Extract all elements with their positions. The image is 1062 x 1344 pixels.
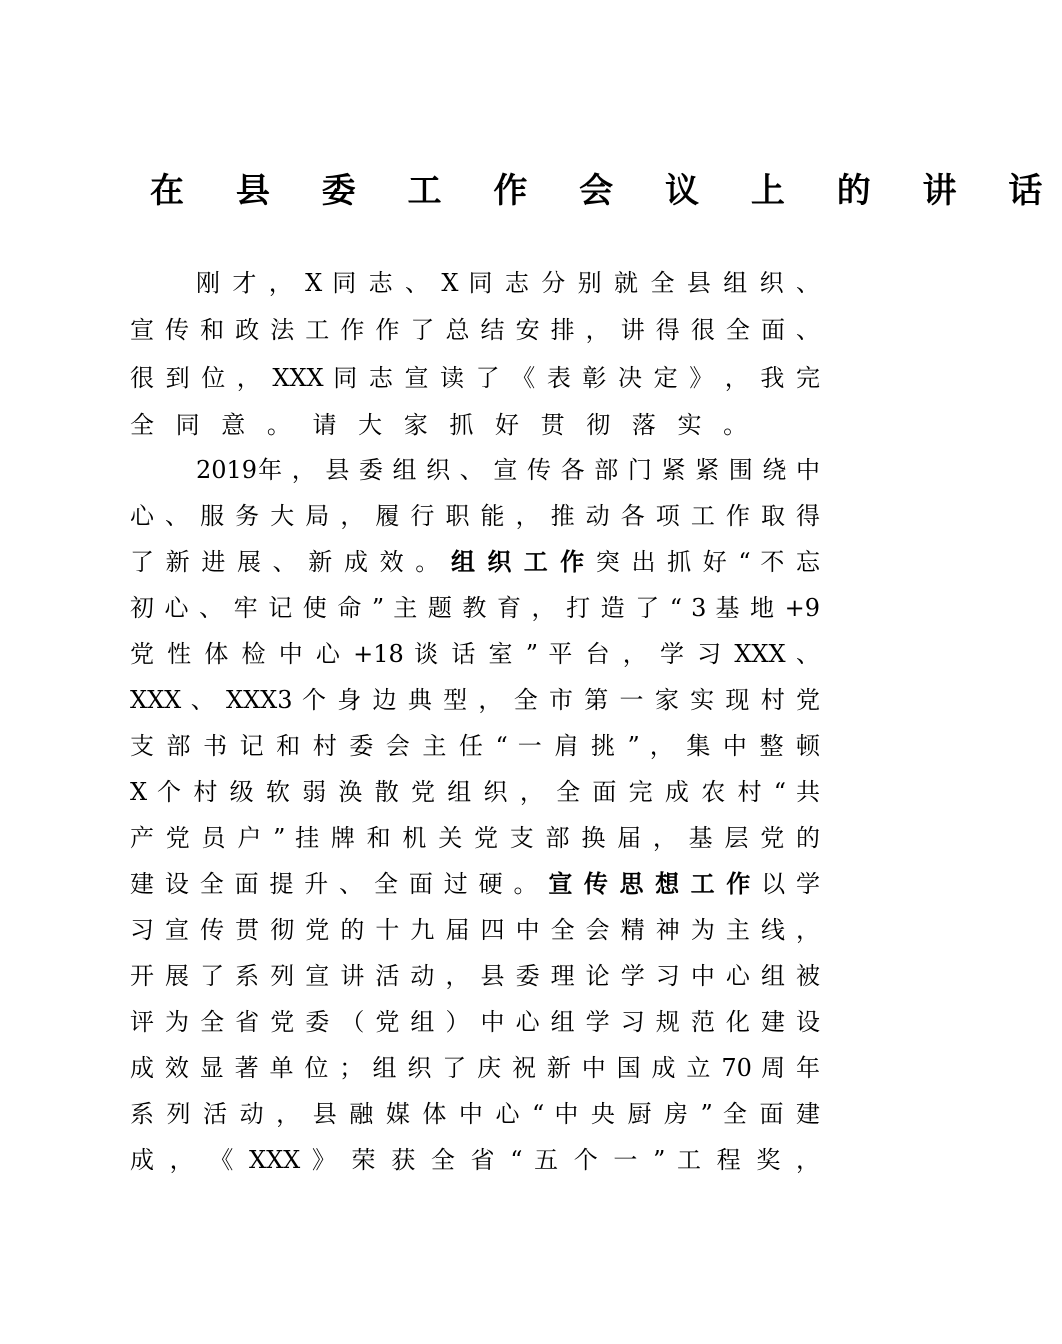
paragraph-2-line-11: 习 宣 传 贯 彻 党 的 十 九 届 四 中 全 会 精 神 为 主 线 ， [130, 916, 820, 944]
paragraph-2-line-3 [130, 545, 820, 579]
paragraph-2-line-15: 系 列 活 动 ， 县 融 媒 体 中 心 “ 中 央 厨 房 ” 全 面 建 [130, 1100, 820, 1128]
paragraph-2-line-13: 评 为 全 省 党 委 （ 党 组 ） 中 心 组 学 习 规 范 化 建 设 [130, 1008, 820, 1036]
paragraph-2-line-5: 党 性 体 检 中 心 +18 谈 话 室 ” 平 台 ， 学 习 XXX 、 [130, 640, 820, 668]
document-title: 在 县 委 工 作 会 议 上 的 讲 话 [150, 171, 1062, 211]
paragraph-2-line-4: 初 心 、 牢 记 使 命 ” 主 题 教 育 ， 打 造 了 “ 3 基 地 +9 [130, 594, 820, 622]
paragraph-2-line-2: 心 、 服 务 大 局 ， 履 行 职 能 ， 推 动 各 项 工 作 取 得 [130, 502, 820, 530]
paragraph-2-line-14: 成 效 显 著 单 位 ； 组 织 了 庆 祝 新 中 国 成 立 70 周 年 [130, 1054, 820, 1082]
paragraph-2-line-16: 成 ， 《 XXX 》 荣 获 全 省 “ 五 个 一 ” 工 程 奖 ， [130, 1146, 820, 1174]
paragraph-1-line-2: 宣 传 和 政 法 工 作 作 了 总 结 安 排 ， 讲 得 很 全 面 、 [130, 316, 820, 344]
paragraph-2-line-1: 2019年 ， 县 委 组 织 、 宣 传 各 部 门 紧 紧 围 绕 中 [196, 456, 820, 484]
paragraph-2-line-7: 支 部 书 记 和 村 委 会 主 任 “ 一 肩 挑 ” ， 集 中 整 顿 [130, 732, 820, 760]
text-segment: 了 新 进 展 、 新 成 效 。 [130, 548, 442, 576]
text-segment: 突 出 抓 好 “ 不 忘 [595, 548, 821, 576]
bold-heading-organization-work: 组 织 工 作 [450, 547, 587, 576]
paragraph-1-line-3: 很 到 位 ， XXX 同 志 宣 读 了 《 表 彰 决 定 》 ， 我 完 [130, 364, 820, 392]
bold-heading-publicity-work: 宣 传 思 想 工 作 [548, 869, 752, 898]
paragraph-1-line-4: 全 同 意 。 请 大 家 抓 好 贯 彻 落 实 。 [130, 411, 755, 439]
paragraph-2-line-10 [130, 867, 820, 901]
paragraph-2-line-12: 开 展 了 系 列 宣 讲 活 动 ， 县 委 理 论 学 习 中 心 组 被 [130, 962, 820, 990]
paragraph-1-line-1: 刚 才 ， X 同 志 、 X 同 志 分 别 就 全 县 组 织 、 [196, 269, 820, 297]
text-segment: 建 设 全 面 提 升 、 全 面 过 硬 。 [130, 870, 540, 898]
paragraph-2-line-6: XXX 、 XXX3 个 身 边 典 型 ， 全 市 第 一 家 实 现 村 党 [130, 686, 820, 714]
text-segment: 以 学 [761, 870, 820, 898]
paragraph-2-line-8: X 个 村 级 软 弱 涣 散 党 组 织 ， 全 面 完 成 农 村 “ 共 [130, 778, 820, 806]
paragraph-2-line-9: 产 党 员 户 ” 挂 牌 和 机 关 党 支 部 换 届 ， 基 层 党 的 [130, 824, 820, 852]
